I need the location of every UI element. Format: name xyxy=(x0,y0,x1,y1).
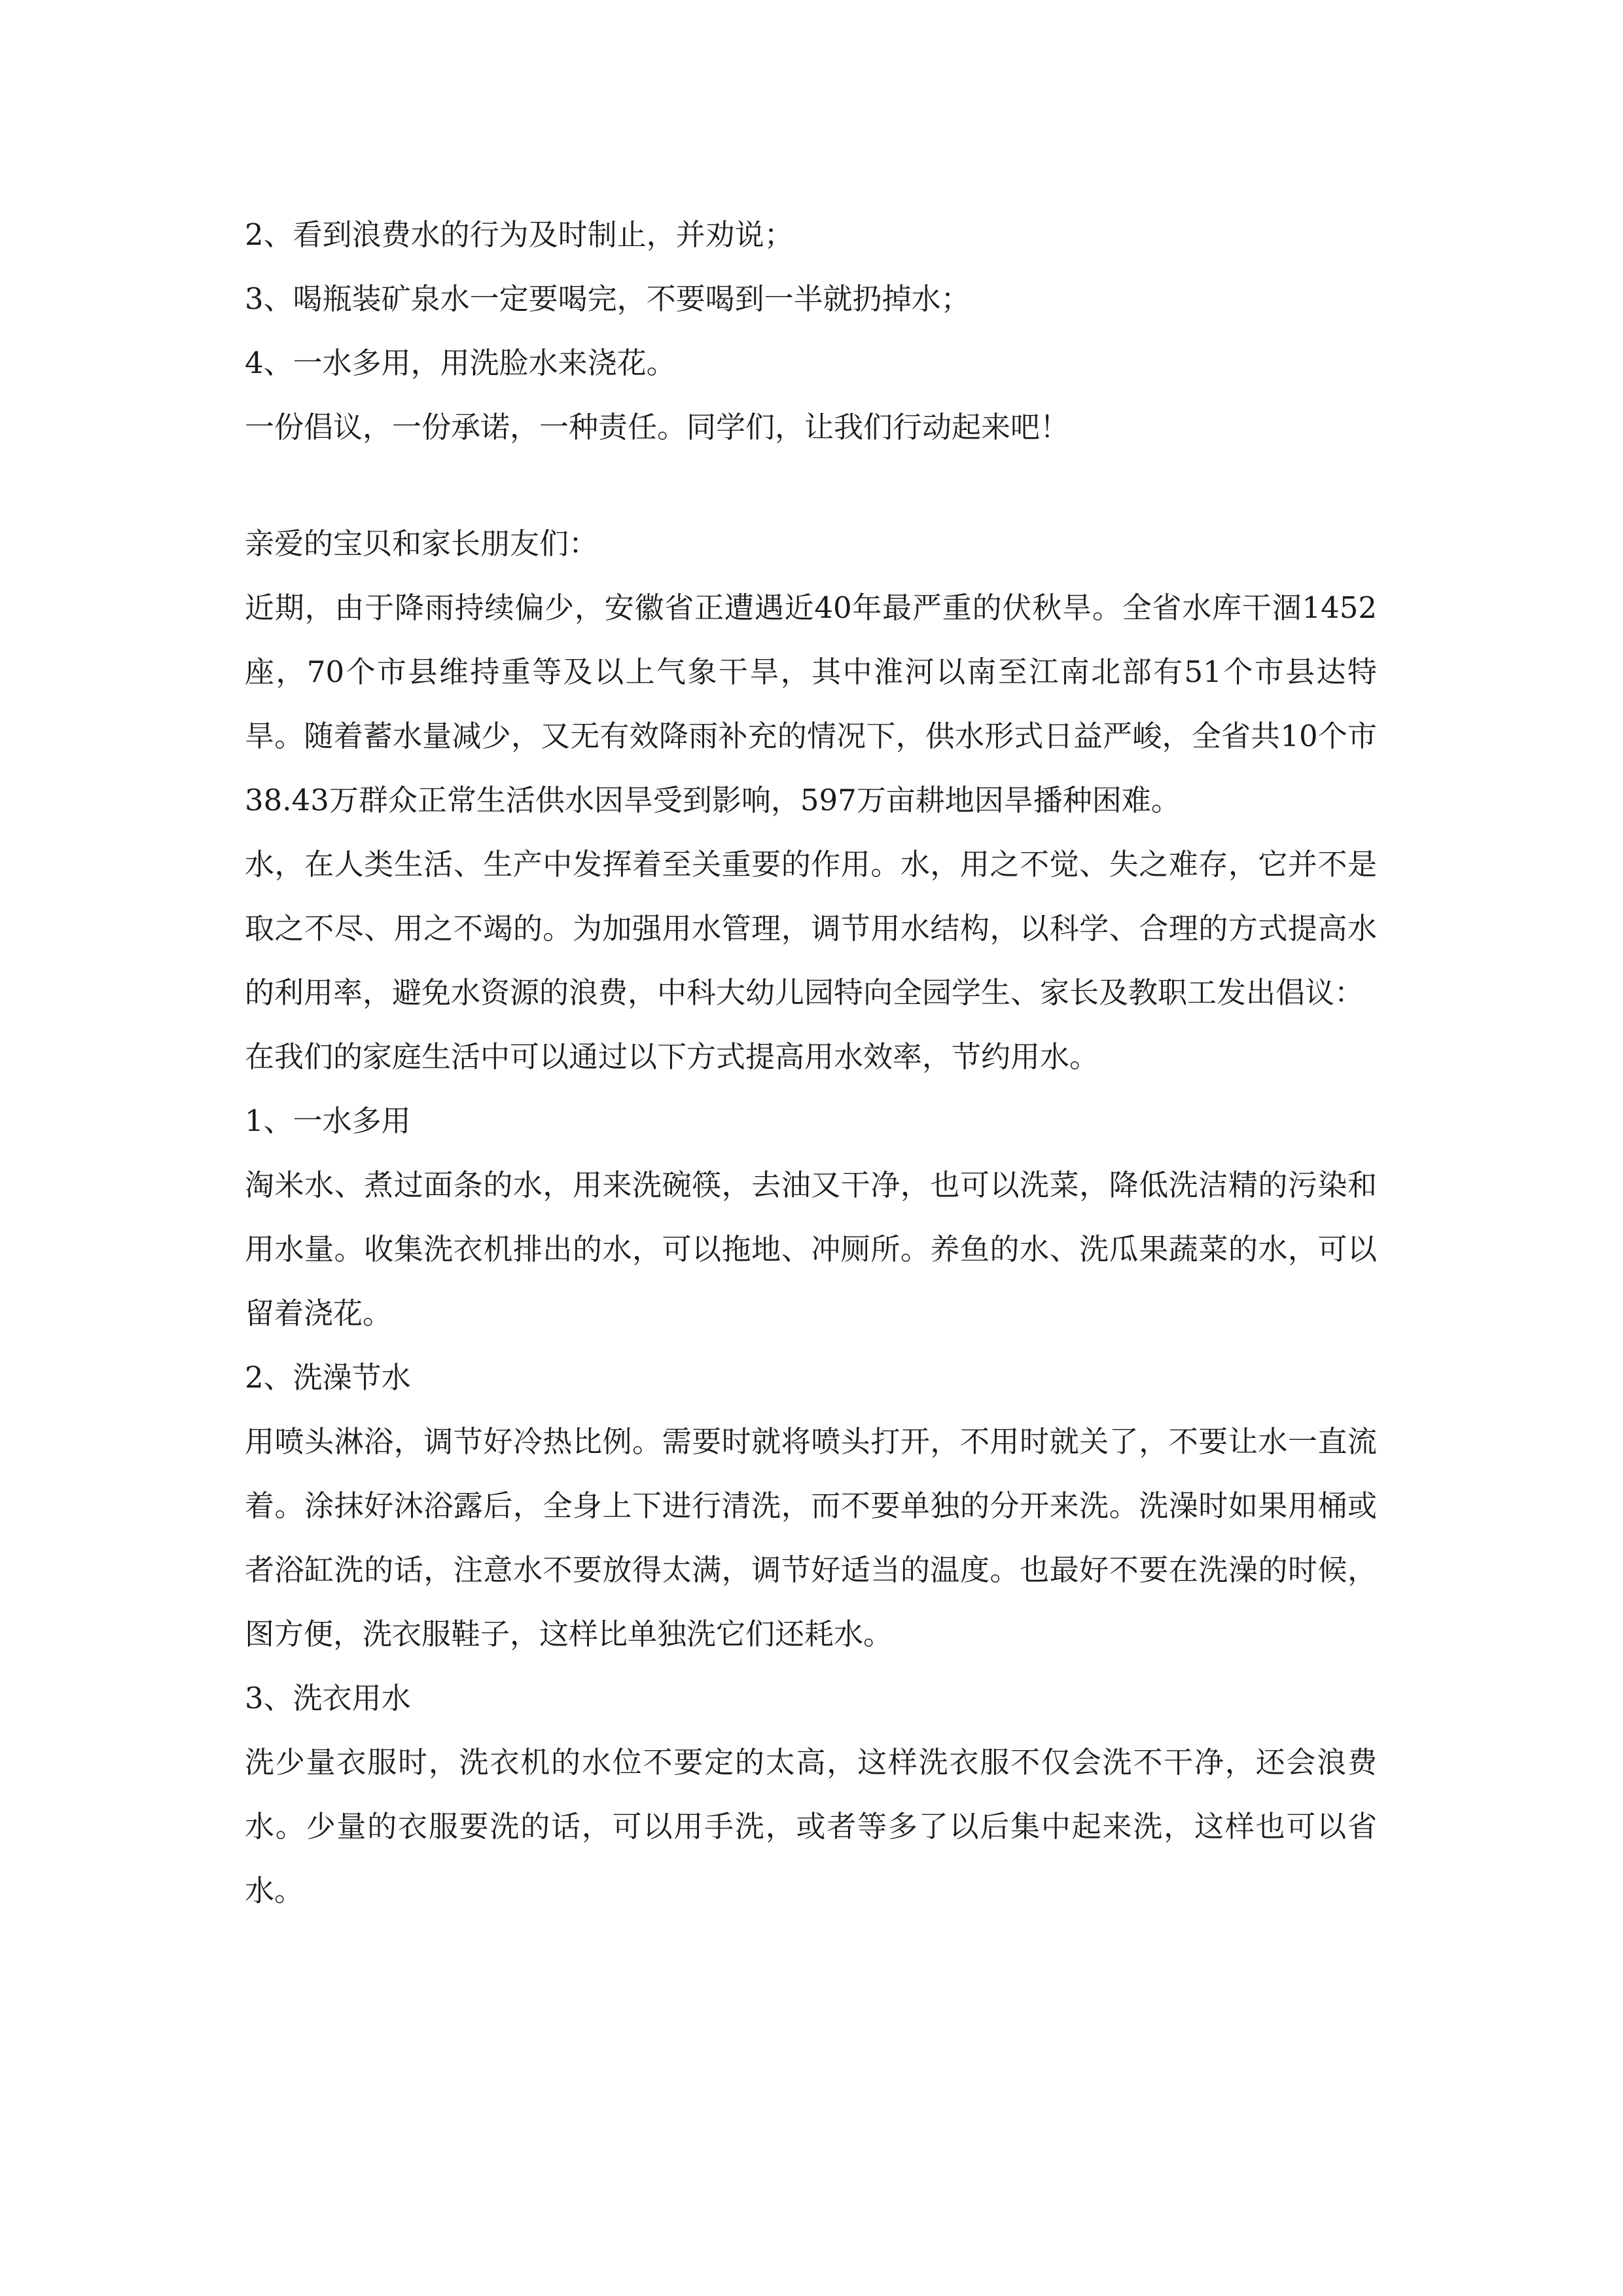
list-item-2: 2、看到浪费水的行为及时制止，并劝说； xyxy=(245,217,794,252)
section-body-3: 洗少量衣服时，洗衣机的水位不要定的太高，这样洗衣服不仅会洗不干净，还会浪费水。少量的衣服要洗的话，可以用手洗，或者等多了以后集中起来洗，这样也可以省水。 xyxy=(245,1745,1377,1908)
section-gap xyxy=(245,459,1377,512)
section-body-1: 淘米水、煮过面条的水，用来洗碗筷，去油又干净，也可以洗菜，降低洗洁精的污染和用水量。收集洗衣机排出的水，可以拖地、冲厕所。养鱼的水、洗瓜果蔬菜的水，可以留着浇花。 xyxy=(245,1168,1377,1331)
section-heading-1: 1、一水多用 xyxy=(245,1103,411,1138)
document-body xyxy=(245,203,1377,1923)
list-item-4: 4、一水多用，用洗脸水来浇花。 xyxy=(245,346,676,380)
list-item-3: 3、喝瓶装矿泉水一定要喝完，不要喝到一半就扔掉水； xyxy=(245,281,971,316)
section-heading-3: 3、洗衣用水 xyxy=(245,1681,411,1715)
intro-paragraph: 近期，由于降雨持续偏少，安徽省正遭遇近40年最严重的伏秋旱。全省水库干涸1452座，70个市县维持重等及以上气象干旱，其中淮河以南至江南北部有51个市县达特旱。随着蓄水量减少，又无有效降雨补充的情况下，供水形式日益严峻，全省共10个市38.43万群众正常生活供水因旱受到影响，597万亩耕地因旱播种困难。 xyxy=(245,590,1377,817)
greeting: 亲爱的宝贝和家长朋友们： xyxy=(245,526,599,561)
importance-paragraph: 水，在人类生活、生产中发挥着至关重要的作用。水，用之不觉、失之难存，它并不是取之不尽、用之不竭的。为加强用水管理，调节用水结构，以科学、合理的方式提高水的利用率，避免水资源的浪费，中科大幼儿园特向全园学生、家长及教职工发出倡议： xyxy=(245,847,1377,1010)
lead-paragraph: 在我们的家庭生活中可以通过以下方式提高用水效率，节约用水。 xyxy=(245,1039,1099,1074)
section-body-2: 用喷头淋浴，调节好冷热比例。需要时就将喷头打开，不用时就关了，不要让水一直流着。涂抹好沐浴露后，全身上下进行清洗，而不要单独的分开来洗。洗澡时如果用桶或者浴缸洗的话，注意水不要放得太满，调节好适当的温度。也最好不要在洗澡的时候，图方便，洗衣服鞋子，这样比单独洗它们还耗水。 xyxy=(245,1424,1377,1651)
closing-call: 一份倡议，一份承诺，一种责任。同学们，让我们行动起来吧！ xyxy=(245,410,1070,444)
section-heading-2: 2、洗澡节水 xyxy=(245,1360,411,1395)
